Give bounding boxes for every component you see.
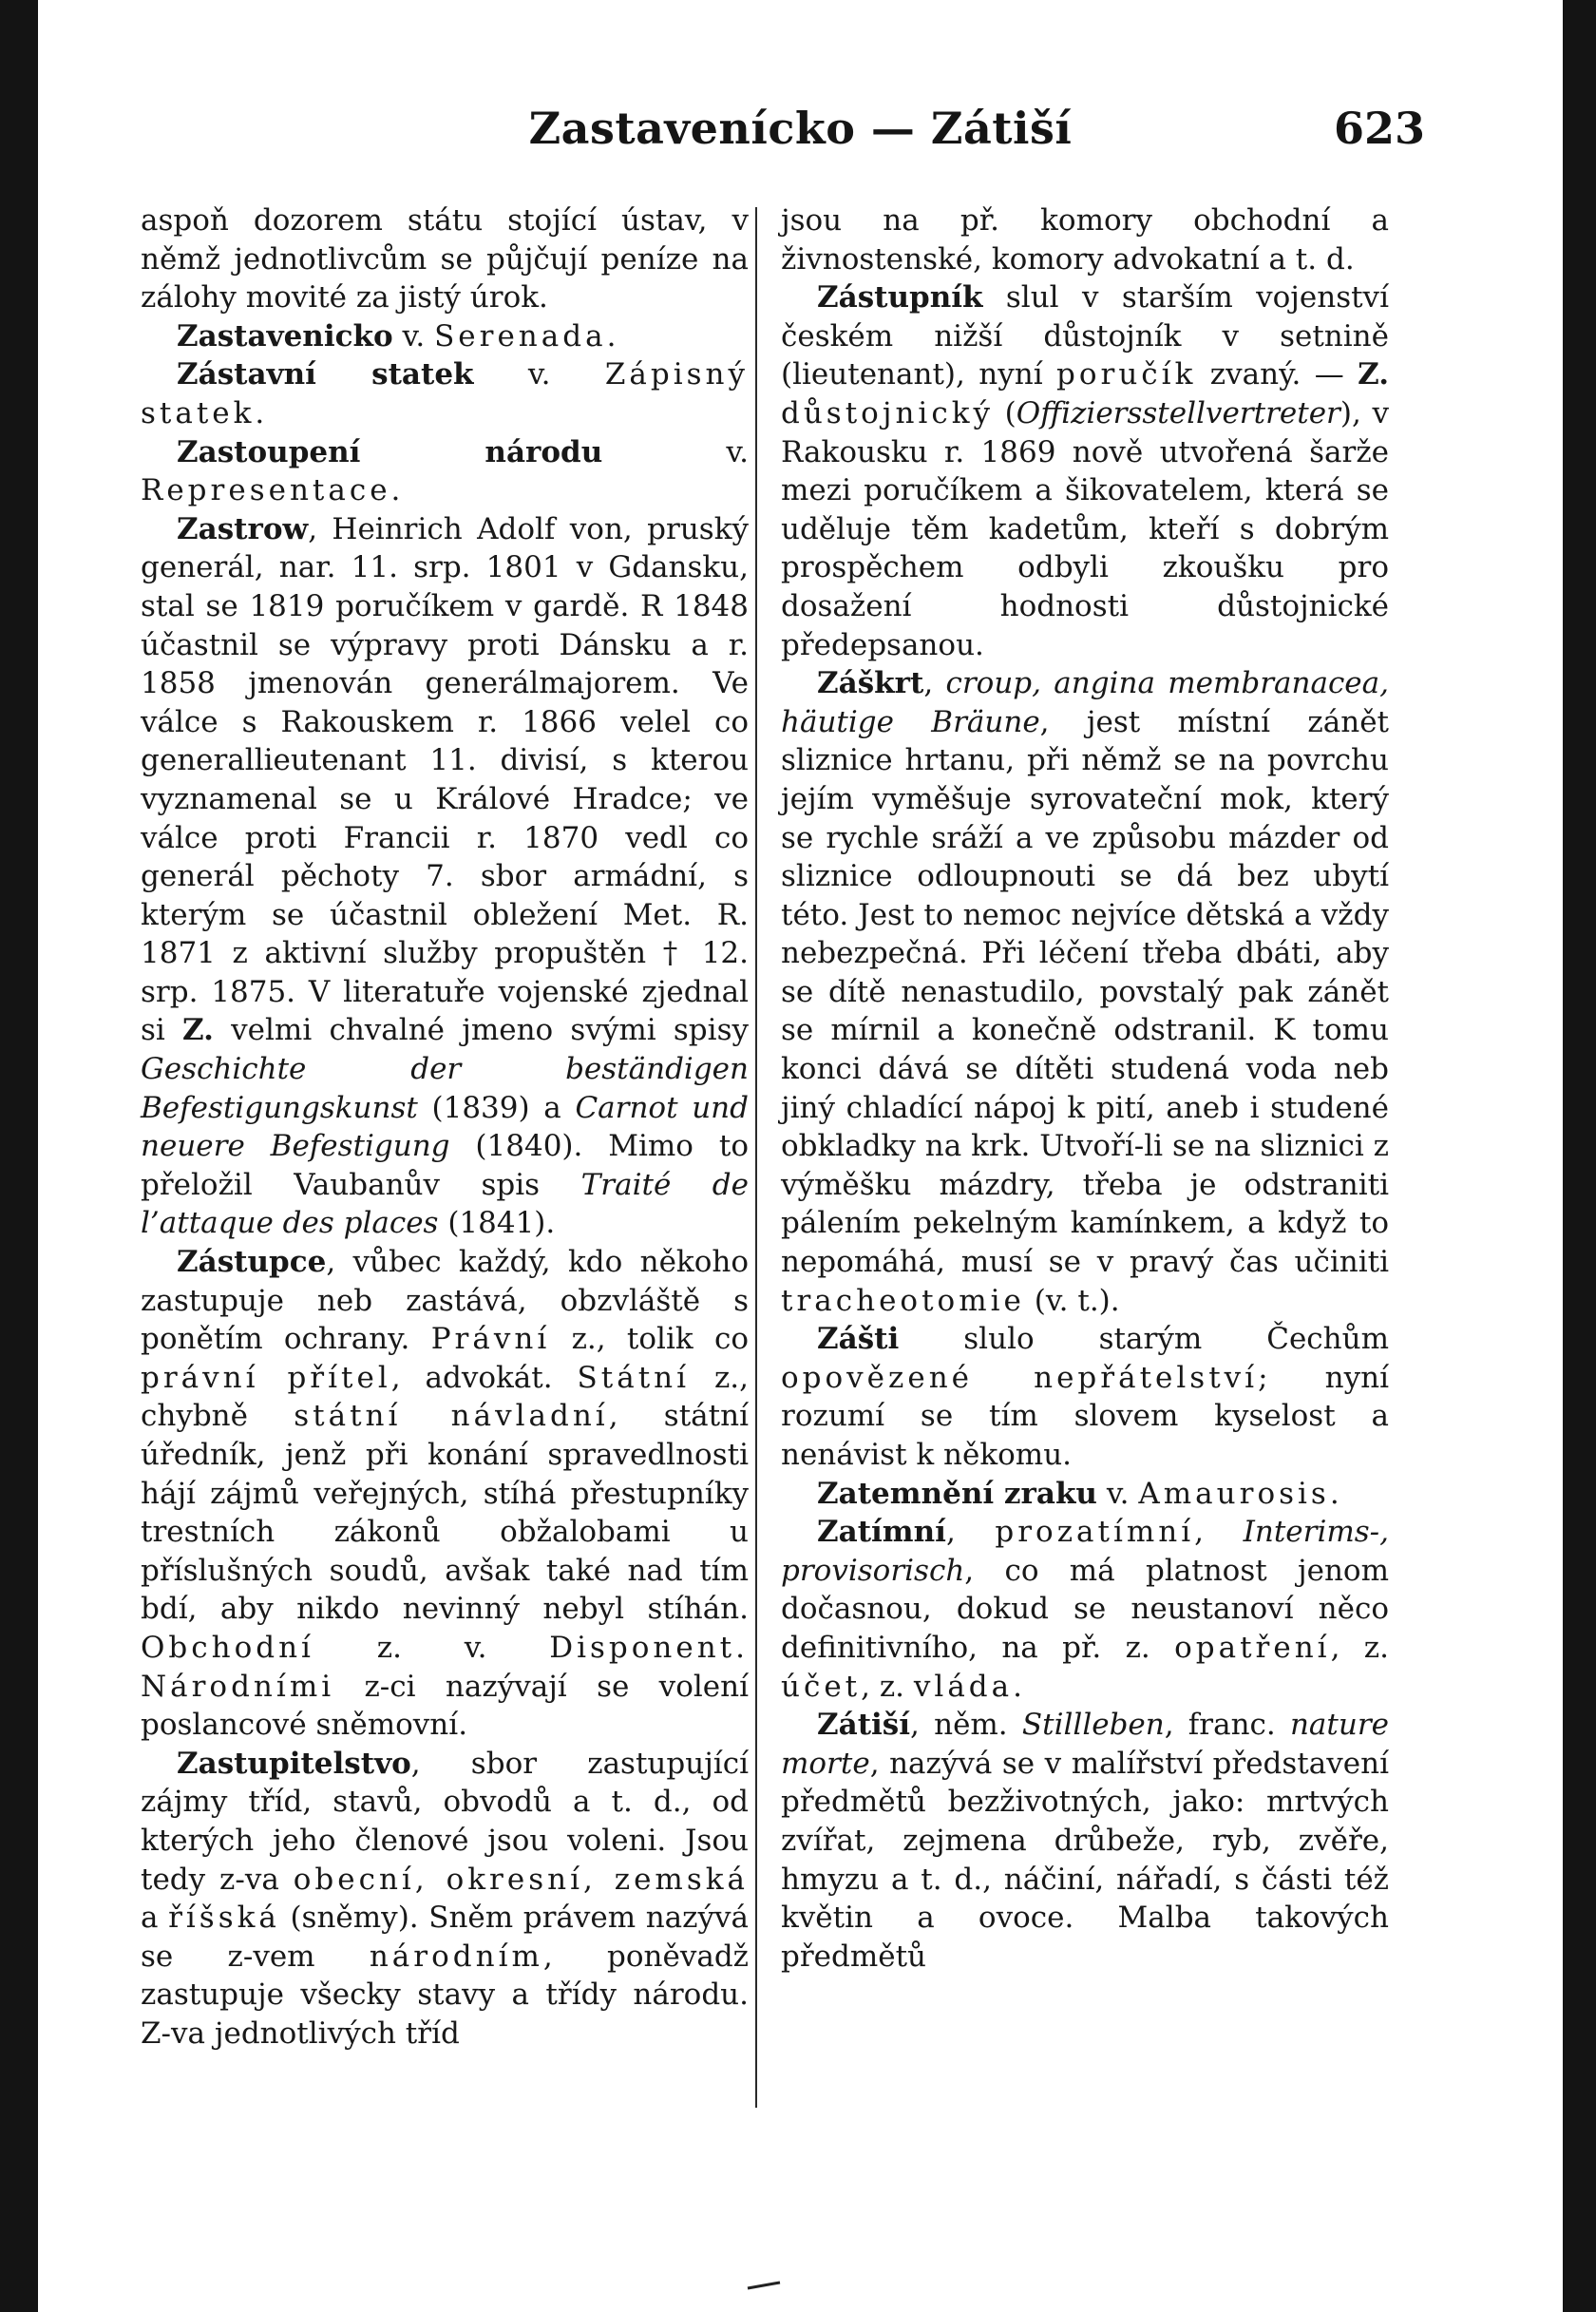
entry-text: , Heinrich Adolf von, pruský generál, nar. 11. srp. 1801 v Gdansku, stal se 1819 poručíkem v gardě. R 1848 účastnil se výpravy proti Dánsku a r. 1858 jmenován generálmajorem. Ve válce s Rakouskem r. 1866 velel co generallieutenant 11. divisí, s kterou vyznamenal se u Králové Hradce; ve válce proti Francii r. 1870 vedl co generál pěchoty 7. sbor armádní, s kterým se účastnil obležení Met. R. 1871 z aktivní služby propuštěn † 12. srp. 1875. V literatuře vojenské zjednal si (141, 511, 749, 1048)
spaced-term: Representace. (141, 473, 405, 508)
entry-jsou-na-pr (781, 201, 1389, 278)
entry-text: , nazývá se v malířství představení předmětů bezživotných, jako: mrtvých zvířat, zejmena drůbeže, ryb, zvěře, hmyzu a t. d., náčiní, nářadí, s části též květin a ovoce. Malba takových předmětů (781, 1746, 1389, 1974)
entry-text: (1841). (438, 1206, 556, 1241)
italic-term: Offiziersstellvertreter (1016, 395, 1340, 430)
italic-term: Carnot und neuere Befestigung (141, 1090, 749, 1164)
book-page (38, 0, 1563, 2312)
spaced-term: opovězené nepřátelství (781, 1360, 1259, 1395)
entry-text: , (1194, 1515, 1244, 1550)
entry-text: , (945, 1515, 996, 1550)
entry-zasti (781, 1320, 1389, 1474)
entry-text: v. (473, 357, 605, 392)
headword: Zastoupení národu (177, 434, 603, 469)
italic-term: Stillleben (1021, 1708, 1165, 1743)
entry-zastrow (141, 510, 749, 1243)
entry-text: v. (392, 318, 435, 353)
entry-zaskrt (781, 664, 1389, 1320)
headword: Zastrow (177, 511, 309, 546)
entry-text: , sbor zastupující zájmy tříd, stavů, obvodů a t. d., od kterých jeho členové jsou voleni. Jsou tedy z-va (141, 1746, 749, 1897)
headword: Zastavenicko (177, 318, 393, 353)
entry-zastupitelstvo (141, 1745, 749, 2054)
spaced-term: prozatímní (995, 1515, 1195, 1550)
headword: Z. (1358, 357, 1389, 392)
entry-zatemneni-zraku (781, 1475, 1389, 1514)
entry-text: z. v. (314, 1630, 550, 1665)
entry-text: ; nyní rozumí se tím slovem kyselost a nenávist k někomu. (781, 1360, 1389, 1472)
entry-zatisi (781, 1706, 1389, 1976)
headword: Zatemnění zraku (817, 1476, 1097, 1511)
entry-text: , z. (1330, 1630, 1389, 1665)
headword: Zatímní (817, 1515, 946, 1550)
spaced-term: obecní, okresní, zemská (293, 1862, 749, 1897)
headword: Zášti (817, 1322, 900, 1357)
italic-term: Geschichte der beständigen Befestigungskunst (141, 1052, 749, 1125)
entry-text: (1840). Mimo to přeložil Vaubanův spis (141, 1129, 749, 1202)
entry-text: , něm. (910, 1708, 1022, 1743)
spaced-term: Zápisný statek. (141, 357, 749, 430)
spaced-term: Právní (430, 1322, 551, 1357)
entry-text: z-ci nazývají se volení poslancové sněmovní. (141, 1669, 749, 1743)
entry-aspon (141, 201, 749, 317)
entry-zastupce (141, 1243, 749, 1745)
entry-text: , z. (861, 1669, 914, 1704)
entry-text: aspoň dozorem státu stojící ústav, v němž jednotlivcům se půjčují peníze na zálohy movité za jistý úrok. (141, 203, 749, 315)
headword: Zástavní statek (177, 357, 474, 392)
spaced-term: Amaurosis. (1138, 1476, 1343, 1511)
entry-text: v. (1096, 1476, 1139, 1511)
headword: Záškrt (817, 666, 924, 701)
entry-text: a (141, 1901, 169, 1936)
entry-text: z., tolik co (550, 1322, 749, 1357)
spaced-term: Disponent. (549, 1630, 749, 1665)
entry-text: , vůbec každý, kdo někoho zastupuje neb zastává, obzvláště s ponětím ochrany. (141, 1245, 749, 1357)
ink-mark (746, 2281, 812, 2290)
entry-text: velmi chvalné jmeno svými spisy (213, 1013, 749, 1048)
spaced-term: opatření (1174, 1630, 1331, 1665)
entry-text: , advokát. (390, 1360, 578, 1395)
entry-text: jsou na př. komory obchodní a živnostenské, komory advokatní a t. d. (781, 203, 1389, 277)
entry-text: z., chybně (141, 1360, 749, 1434)
left-column (141, 201, 749, 2054)
entry-text: (v. t.). (1024, 1283, 1120, 1318)
entry-text: slulo starým Čechům (899, 1322, 1389, 1357)
spaced-term: státní návladní (294, 1399, 609, 1434)
entry-text: v. (602, 434, 750, 469)
page-number: 623 (1333, 103, 1425, 154)
headword: Zástupce (177, 1245, 327, 1280)
column-divider (755, 207, 757, 2108)
entry-text: slul v starším vojenství českém nižší důstojník v setnině (lieutenant), nyní (781, 280, 1389, 392)
spaced-term: Státní (577, 1360, 691, 1395)
entry-text: , (923, 666, 946, 701)
entry-zastupnik (781, 278, 1389, 664)
spaced-term: poručík (1056, 357, 1197, 392)
italic-term: nature morte (781, 1708, 1389, 1781)
italic-term: croup, angina membranacea, häutige Bräune (781, 666, 1389, 739)
spaced-term: důstojnický (781, 395, 994, 430)
right-column (781, 201, 1389, 1976)
entry-text: ( (994, 395, 1016, 430)
entry-zastavenicko (141, 317, 749, 356)
spaced-term: Národními (141, 1669, 335, 1704)
headword: Z. (182, 1013, 214, 1048)
page-header (38, 103, 1563, 169)
spaced-term: tracheotomie (781, 1283, 1025, 1318)
entry-text: , poněvadž zastupuje všecky stavy a třídy národu. Z-va jednotlivých tříd (141, 1939, 749, 2051)
spaced-term: Obchodní (141, 1630, 314, 1665)
entry-zastoupeni-narodu (141, 433, 749, 510)
headword: Zátiší (817, 1708, 911, 1743)
entry-text: , franc. (1164, 1708, 1290, 1743)
entry-text: , jest místní zánět sliznice hrtanu, při němž se na povrchu jejím vyměšuje syrovateční mok, který se rychle sráží a ve způsobu mázder od sliznice odloupnouti se dá bez ubytí této. Jest to nemoc nejvíce dětská a vždy nebezpečná. Při léčení třeba dbáti, aby se dítě nenastudilo, povstalý pak zánět se mírnil a konečně odstranil. K tomu konci dává se dítěti studená voda neb jiný chladící nápoj k pití, aneb i studené obkladky na krk. Utvoří-li se na sliznici z výměšku mázdry, třeba je odstraniti pálením pekelným kamínkem, a když to nepomáhá, musí se v pravý čas učiniti (781, 704, 1389, 1280)
entry-text: zvaný. — (1196, 357, 1358, 392)
spaced-term: účet (781, 1669, 862, 1704)
spaced-term: vláda. (913, 1669, 1026, 1704)
headword: Zastupitelstvo (177, 1746, 411, 1781)
italic-term: Interims-, provisorisch (781, 1515, 1389, 1588)
spaced-term: národním (369, 1939, 543, 1974)
spaced-term: říšská (168, 1901, 280, 1936)
entry-text: ), v Rakousku r. 1869 nově utvořená šarže mezi poručíkem a šikovatelem, která se uděluje těm kadetům, kteří s dobrým prospěchem odbyli zkoušku pro dosažení hodnosti důstojnické předepsanou. (781, 395, 1389, 662)
spaced-term: Serenada. (434, 318, 620, 353)
entry-text: (sněmy). Sněm právem nazývá se z-vem (141, 1901, 749, 1974)
entry-zastavni-statek (141, 355, 749, 432)
spaced-term: právní přítel (141, 1360, 391, 1395)
headword: Zástupník (817, 280, 983, 315)
italic-term: Traité de l’attaque des places (141, 1167, 749, 1241)
running-title: Zastavenícko — Zátiší (528, 103, 1073, 154)
entry-text: (1839) a (417, 1090, 576, 1125)
entry-text: , co má platnost jenom dočasnou, dokud se neustanoví něco definitivního, na př. z. (781, 1553, 1389, 1665)
entry-zatimni (781, 1513, 1389, 1706)
entry-text: , státní úředník, jenž při konání spravedlnosti hájí zájmů veřejných, stíhá přestupníky trestních zákonů obžalobami u příslušných soudů, avšak také nad tím bdí, aby nikdo nevinný nebyl stíhán. (141, 1399, 749, 1627)
